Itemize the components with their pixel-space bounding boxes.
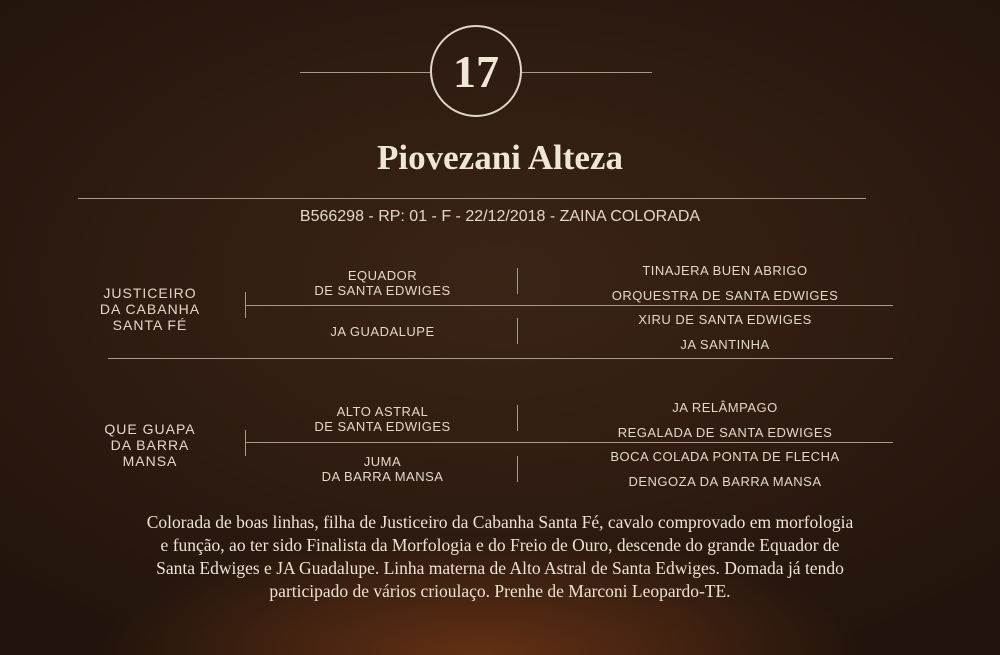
sire-name-line: JUSTICEIRO — [103, 285, 197, 301]
dam-dam-line: DA BARRA MANSA — [321, 469, 444, 484]
grandparent-name: JA RELÂMPAGO — [672, 400, 778, 415]
dam-sire-name — [260, 404, 505, 434]
title-divider — [78, 198, 866, 199]
description-line: participado de vários crioulaço. Prenhe de Marconi Leopardo-TE. — [269, 581, 731, 601]
dam-name — [70, 421, 230, 469]
grandparent-name: BOCA COLADA PONTA DE FLECHA — [610, 449, 840, 464]
grandparent-name: TINAJERA BUEN ABRIGO — [642, 263, 808, 278]
sire-dam-separator — [517, 318, 518, 344]
sire-sire-line: DE SANTA EDWIGES — [314, 283, 451, 298]
sire-sire-line: EQUADOR — [347, 268, 418, 283]
dam-dam-separator — [517, 456, 518, 482]
pedigree-divider — [108, 358, 893, 359]
lot-number: 17 — [453, 45, 499, 97]
dam-name-line: MANSA — [122, 453, 178, 469]
dam-dam-name — [260, 454, 505, 484]
grandparent-name: REGALADA DE SANTA EDWIGES — [617, 425, 833, 440]
dam-sire-line: ALTO ASTRAL — [336, 404, 429, 419]
dam-bracket — [245, 430, 246, 456]
sire-name-line: SANTA FÉ — [112, 317, 188, 333]
dam-branch-line — [245, 442, 893, 443]
dam-dam-line: JUMA — [363, 454, 402, 469]
sire-name — [70, 285, 230, 333]
header-rule-right — [522, 72, 652, 73]
registration-info: B566298 - RP: 01 - F - 22/12/2018 - ZAINA COLORADA — [299, 208, 701, 225]
dam-sire-separator — [517, 405, 518, 431]
sire-dam-name — [260, 324, 505, 339]
sire-sire-name — [260, 268, 505, 298]
horse-name: Piovezani Alteza — [377, 138, 623, 177]
description-line: Colorada de boas linhas, filha de Justiceiro da Cabanha Santa Fé, cavalo comprovado em morfologia — [146, 512, 854, 532]
sire-branch-line — [245, 305, 893, 306]
grandparent-name: JA SANTINHA — [680, 337, 770, 352]
dam-name-line: DA BARRA — [110, 437, 190, 453]
grandparent-name: ORQUESTRA DE SANTA EDWIGES — [611, 288, 839, 303]
lot-badge — [430, 25, 522, 117]
header-rule-left — [300, 72, 430, 73]
grandparent-name: XIRU DE SANTA EDWIGES — [638, 312, 812, 327]
sire-sire-separator — [517, 268, 518, 294]
lot-description — [10, 511, 990, 603]
dam-sire-line: DE SANTA EDWIGES — [314, 419, 451, 434]
description-line: Santa Edwiges e JA Guadalupe. Linha materna de Alto Astral de Santa Edwiges. Domada já tendo — [156, 558, 844, 578]
description-line: e função, ao ter sido Finalista da Morfologia e do Freio de Ouro, descende do grande Equador de — [160, 535, 840, 555]
grandparent-name: DENGOZA DA BARRA MANSA — [628, 474, 822, 489]
dam-name-line: QUE GUAPA — [104, 421, 196, 437]
sire-name-line: DA CABANHA — [99, 301, 201, 317]
sire-dam-line: JA GUADALUPE — [330, 324, 435, 339]
